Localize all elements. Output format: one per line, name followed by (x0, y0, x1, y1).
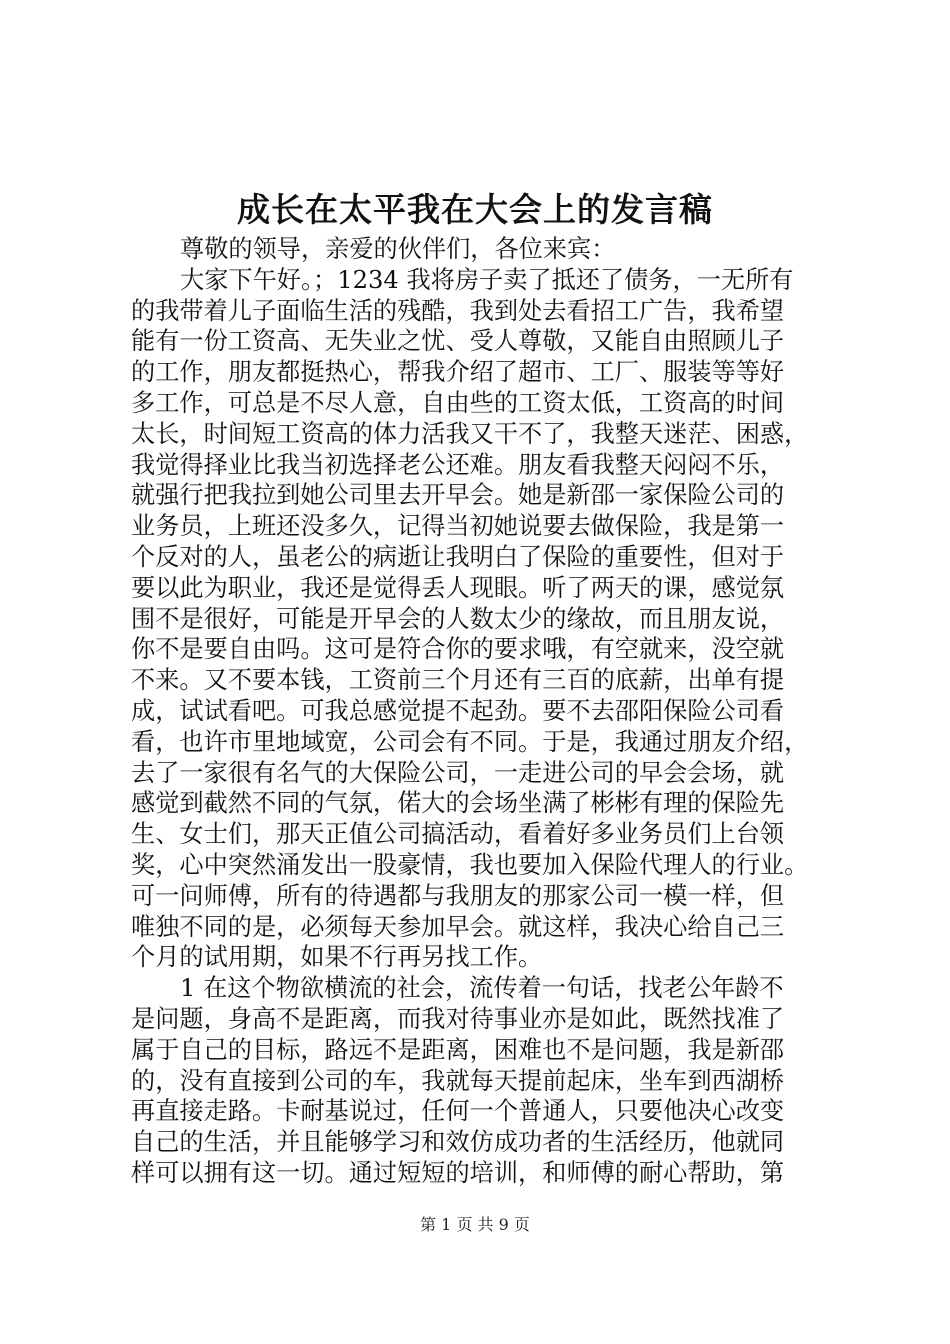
text-line: 围不是很好，可能是开早会的人数太少的缘故，而且朋友说， (131, 604, 785, 633)
text-line: 就强行把我拉到她公司里去开早会。她是新邵一家保险公司的 (131, 481, 785, 510)
text-line: 尊敬的领导，亲爱的伙伴们，各位来宾： (180, 235, 616, 263)
text-line: 是问题，身高不是距离，而我对待事业亦是如此，既然找准了 (131, 1004, 785, 1033)
page-number-footer: 第 1 页 共 9 页 (420, 1215, 530, 1234)
document-title: 成长在太平我在大会上的发言稿 (237, 190, 713, 229)
text-line: 我觉得择业比我当初选择老公还难。朋友看我整天闷闷不乐， (131, 450, 785, 479)
text-line: 可一问师傅，所有的待遇都与我朋友的那家公司一模一样，但 (131, 881, 785, 910)
text-line: 业务员，上班还没多久，记得当初她说要去做保险，我是第一 (131, 512, 785, 541)
text-line: 奖，心中突然涌发出一股豪情，我也要加入保险代理人的行业。 (131, 850, 809, 879)
text-line: 属于自己的目标，路远不是距离，困难也不是问题，我是新邵 (131, 1035, 785, 1064)
text-line: 要以此为职业，我还是觉得丢人现眼。听了两天的课，感觉氛 (131, 573, 785, 602)
text-line: 能有一份工资高、无失业之忧、受人尊敬，又能自由照顾儿子 (131, 327, 785, 356)
text-line: 你不是要自由吗。这可是符合你的要求哦，有空就来，没空就 (131, 635, 785, 664)
text-line: 的我带着儿子面临生活的残酷，我到处去看招工广告，我希望 (131, 296, 785, 325)
text-line: 唯独不同的是，必须每天参加早会。就这样，我决心给自己三 (131, 912, 785, 941)
text-line: 成，试试看吧。可我总感觉提不起劲。要不去邵阳保险公司看 (131, 696, 785, 725)
text-line: 多工作，可总是不尽人意，自由些的工资太低，工资高的时间 (131, 388, 785, 417)
text-line: 再直接走路。卡耐基说过，任何一个普通人，只要他决心改变 (131, 1097, 785, 1126)
text-line: 不来。又不要本钱，工资前三个月还有三百的底薪，出单有提 (131, 666, 785, 695)
text-line: 生、女士们，那天正值公司搞活动，看着好多业务员们上台领 (131, 820, 785, 849)
text-line: 1 在这个物欲横流的社会，流传着一句话，找老公年龄不 (180, 974, 784, 1003)
text-line: 样可以拥有这一切。通过短短的培训，和师傅的耐心帮助，第 (131, 1158, 785, 1187)
text-line: 大家下午好。；1234 我将房子卖了抵还了债务，一无所有 (180, 265, 794, 294)
document-body (131, 234, 831, 1189)
text-line: 个反对的人，虽老公的病逝让我明白了保险的重要性，但对于 (131, 542, 785, 571)
text-line: 个月的试用期，如果不行再另找工作。 (131, 943, 543, 972)
text-line: 的工作，朋友都挺热心，帮我介绍了超市、工厂、服装等等好 (131, 358, 785, 387)
text-line: 太长，时间短工资高的体力活我又干不了，我整天迷茫、困惑， (131, 419, 809, 448)
text-line: 去了一家很有名气的大保险公司，一走进公司的早会会场，就 (131, 758, 785, 787)
text-line: 的，没有直接到公司的车，我就每天提前起床，坐车到西湖桥 (131, 1066, 785, 1095)
text-line: 感觉到截然不同的气氛，偌大的会场坐满了彬彬有理的保险先 (131, 789, 785, 818)
text-line: 自己的生活，并且能够学习和效仿成功者的生活经历，他就同 (131, 1128, 785, 1157)
text-line: 看，也许市里地域宽，公司会有不同。于是，我通过朋友介绍， (131, 727, 809, 756)
